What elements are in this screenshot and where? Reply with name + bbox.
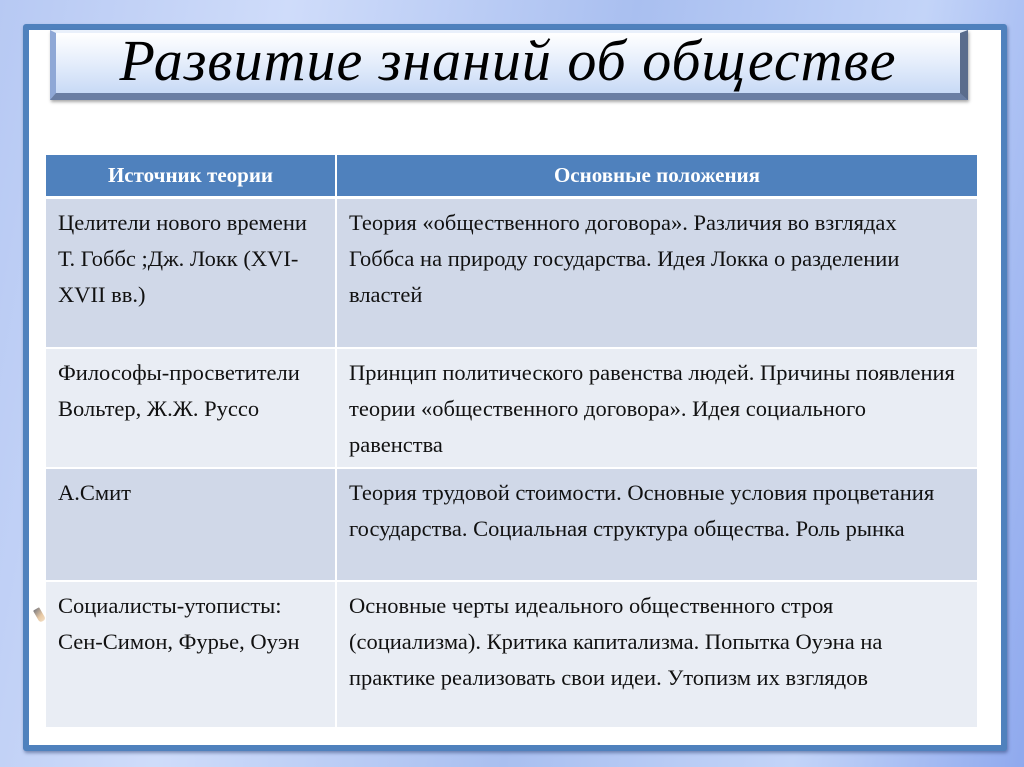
theories-table <box>46 155 977 729</box>
cell-source: Философы-просветители Вольтер, Ж.Ж. Руссо <box>46 348 336 468</box>
table-row <box>46 468 977 581</box>
cell-source: Социалисты-утописты: Сен-Симон, Фурье, Оуэн <box>46 581 336 728</box>
cell-theses: Теория трудовой стоимости. Основные условия процветания государства. Социальная структура общества. Роль рынка <box>336 468 977 581</box>
table-row <box>46 198 977 348</box>
table-header-row <box>46 155 977 198</box>
cell-source: А.Смит <box>46 468 336 581</box>
header-source: Источник теории <box>46 155 336 198</box>
header-theses: Основные положения <box>336 155 977 198</box>
table-row <box>46 581 977 728</box>
cell-source: Целители нового времени Т. Гоббс ;Дж. Локк (XVI-XVII вв.) <box>46 198 336 348</box>
table-row <box>46 348 977 468</box>
cell-theses: Теория «общественного договора». Различия во взглядах Гоббса на природу государства. Идея Локка о разделении властей <box>336 198 977 348</box>
cell-theses: Основные черты идеального общественного строя (социализма). Критика капитализма. Попытка Оуэна на практике реализовать свои идеи. Утопизм их взглядов <box>336 581 977 728</box>
cell-theses: Принцип политического равенства людей. Причины появления теории «общественного договора». Идея социального равенства <box>336 348 977 468</box>
title-banner <box>50 27 968 100</box>
slide-title: Развитие знаний об обществе <box>119 27 897 93</box>
